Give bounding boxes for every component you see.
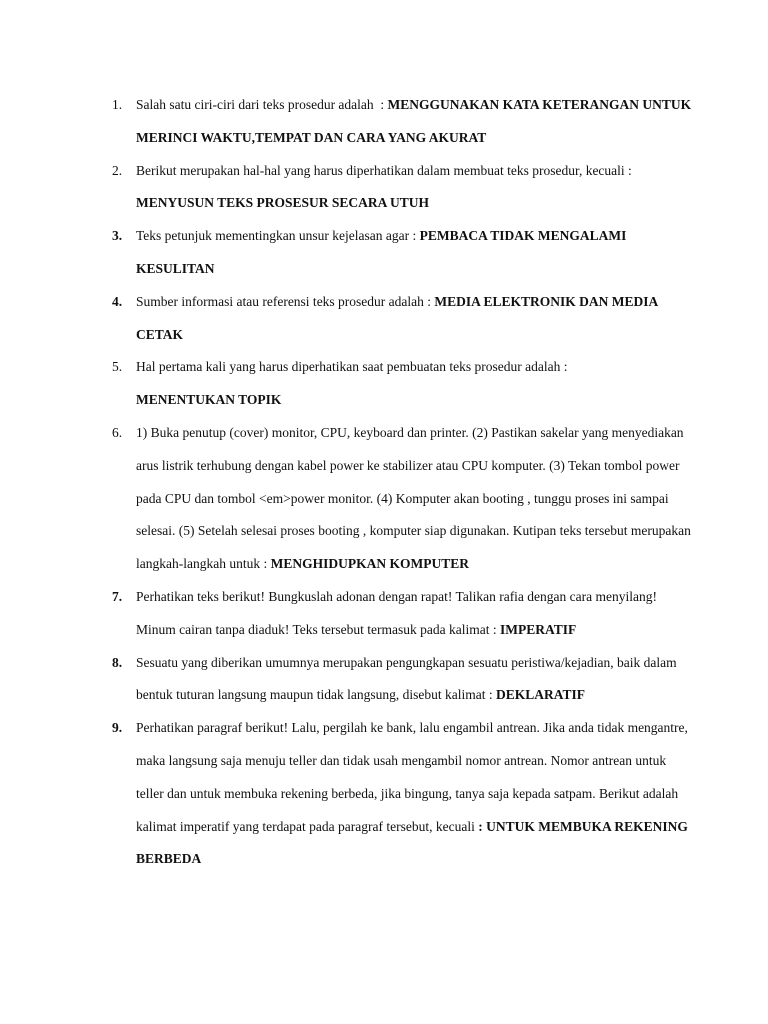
item-answer: : UNTUK MEMBUKA REKENING BERBEDA [136,818,688,867]
list-item [0,581,768,647]
item-text [136,220,696,286]
item-answer: DEKLARATIF [495,687,585,703]
answer-list [0,89,768,876]
item-answer: MENENTUKAN TOPIK [136,392,282,408]
item-question: Berikut merupakan hal-hal yang harus diperhatikan dalam membuat teks prosedur, kecuali : [136,162,632,178]
item-number: 8. [112,654,123,670]
list-item [0,351,768,417]
list-item [0,417,768,581]
item-number: 5. [112,359,123,375]
item-text [136,89,696,155]
item-text [136,647,696,713]
list-item [0,89,768,155]
item-text [136,351,696,417]
item-text [136,417,696,581]
item-number: 2. [112,162,123,178]
item-answer: MENGGUNAKAN KATA KETERANGAN UNTUK MERINCI WAKTU,TEMPAT DAN CARA YANG AKURAT [136,97,692,145]
item-number: 9. [112,720,123,736]
list-item [0,712,768,876]
item-question: Salah satu ciri-ciri dari teks prosedur adalah : [136,97,388,112]
item-answer: MENGHIDUPKAN KOMPUTER [270,556,469,572]
item-question: Perhatikan paragraf berikut! Lalu, pergilah ke bank, lalu engambil antrean. Jika anda tidak mengantre, maka langsung saja menuju teller dan tidak usah mengambil nomor antrean. Nomor antrean untuk teller dan untuk membuka rekening berbeda, jika bingung, tanya saja kepada satpam. Berikut adalah kalimat imperatif yang terdapat pada paragraf tersebut, kecuali [136,720,688,834]
item-answer: PEMBACA TIDAK MENGALAMI KESULITAN [136,228,627,276]
item-question: Perhatikan teks berikut! Bungkuslah adonan dengan rapat! Talikan rafia dengan cara menyilang! Minum cairan tanpa diaduk! Teks tersebut termasuk pada kalimat : [136,588,657,637]
item-answer: IMPERATIF [499,621,577,637]
list-item [0,286,768,352]
item-question: Teks petunjuk mementingkan unsur kejelasan agar : [136,228,420,244]
list-item [0,220,768,286]
item-question: 1) Buka penutup (cover) monitor, CPU, keyboard dan printer. (2) Pastikan sakelar yang menyediakan arus listrik terhubung dengan kabel power ke stabilizer atau CPU komputer. (3) Tekan tombol power pada CPU dan tombol <em>power monitor. (4) Komputer akan booting , tunggu proses ini sampai selesai. (5) Setelah selesai proses booting , komputer siap digunakan. Kutipan teks tersebut merupakan langkah-langkah untuk : [136,424,691,572]
item-text [136,712,696,876]
item-number: 7. [112,588,123,604]
list-item [0,155,768,221]
item-number: 3. [112,228,123,244]
item-text [136,286,696,352]
item-text [136,581,696,647]
item-text [136,155,696,221]
item-question: Sesuatu yang diberikan umumnya merupakan pengungkapan sesuatu peristiwa/kejadian, baik dalam bentuk tuturan langsung maupun tidak langsung, disebut kalimat : [136,654,677,703]
item-question: Hal pertama kali yang harus diperhatikan saat pembuatan teks prosedur adalah : [136,359,568,375]
item-number: 4. [112,293,123,309]
item-number: 1. [112,97,123,112]
list-item [0,647,768,713]
item-question: Sumber informasi atau referensi teks prosedur adalah : [136,293,435,309]
item-answer: MEDIA ELEKTRONIK DAN MEDIA CETAK [136,293,658,342]
item-answer: MENYUSUN TEKS PROSESUR SECARA UTUH [136,195,430,211]
item-number: 6. [112,424,123,440]
